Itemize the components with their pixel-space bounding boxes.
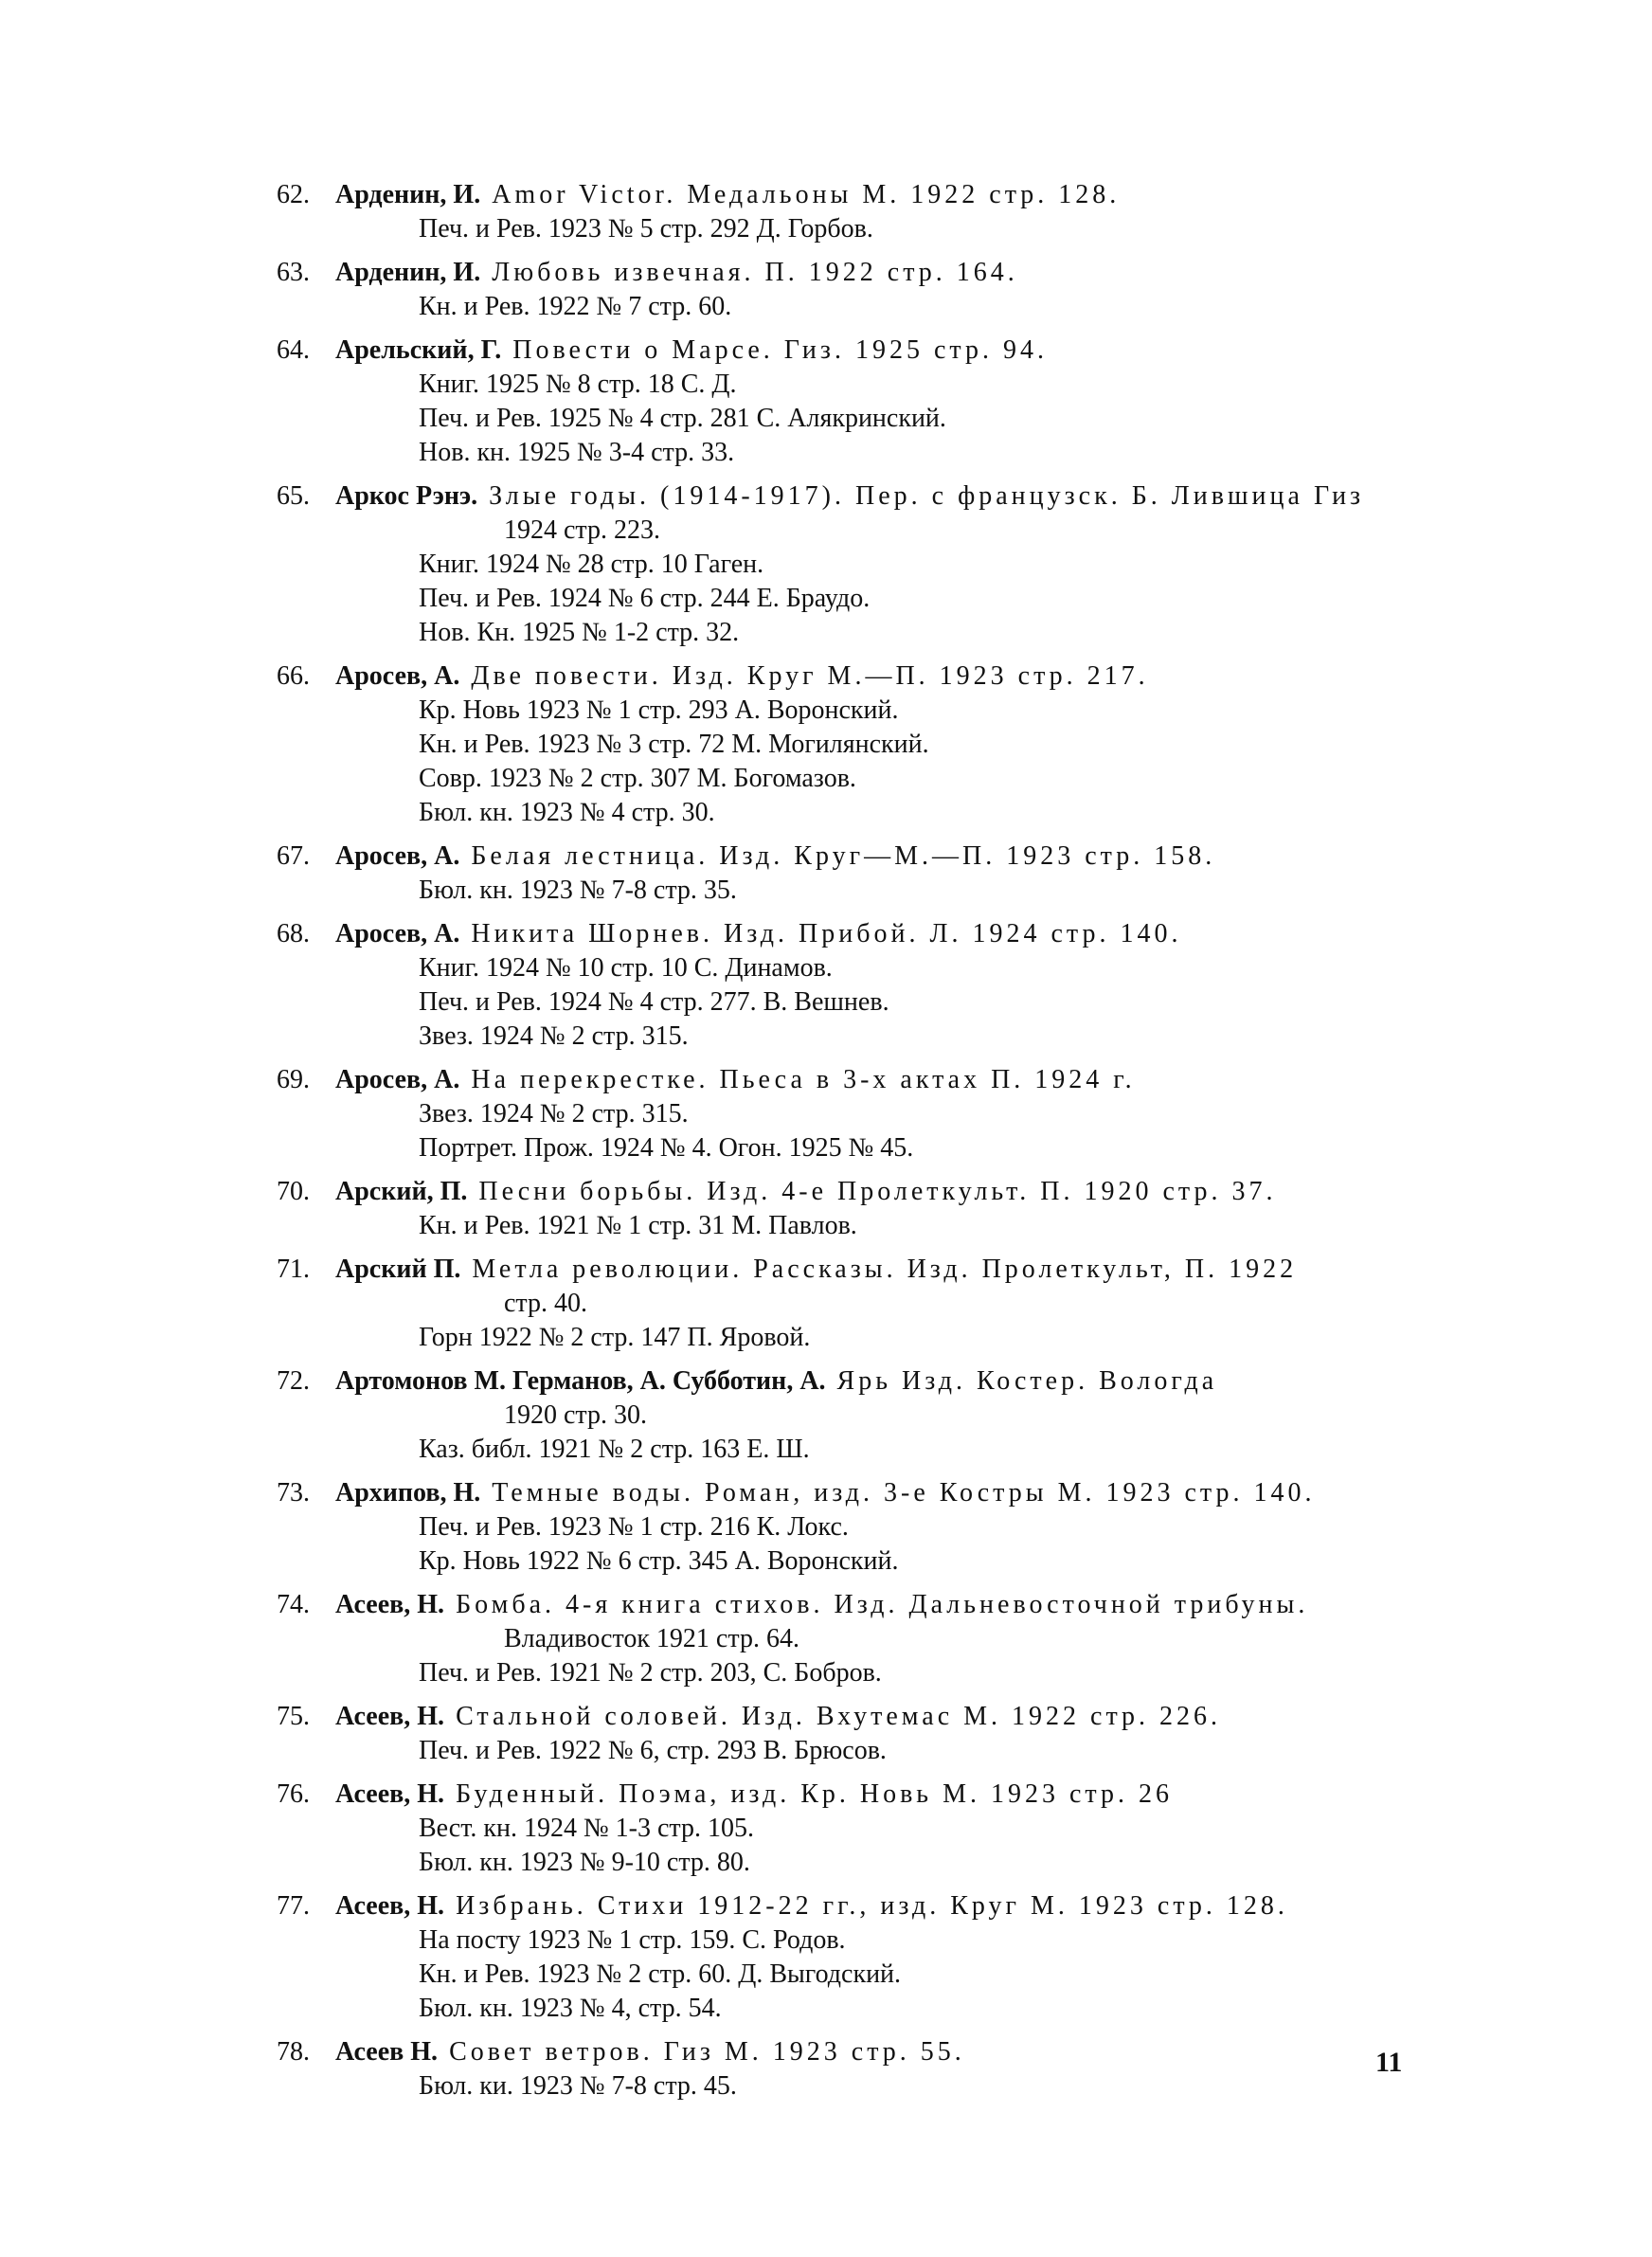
entry-heading: [277, 1253, 1461, 1287]
entry-heading: [277, 1175, 1461, 1209]
entry-number: 78.: [277, 2037, 310, 2067]
entry-author: Асеев Н.: [335, 2037, 439, 2067]
entry-heading: [277, 1588, 1461, 1622]
review-reference: Горн 1922 № 2 стр. 147 П. Яровой.: [419, 1323, 811, 1352]
bibliography-entry: [277, 1778, 1461, 1880]
entry-heading: [277, 917, 1461, 951]
entry-number: 65.: [277, 481, 310, 511]
review-reference: Печ. и Рев. 1924 № 4 стр. 277. В. Вешнев.: [419, 987, 889, 1017]
entry-title: Избрань. Стихи 1912-22 гг., изд. Круг М. 1923 стр. 128.: [456, 1891, 1288, 1921]
entry-title: Ярь Изд. Костер. Вологда: [836, 1366, 1218, 1396]
review-reference: Бюл. кн. 1923 № 7-8 стр. 35.: [419, 876, 737, 905]
entry-heading: [277, 1063, 1461, 1097]
bibliography-entry: [277, 1476, 1461, 1579]
entry-title-continuation: 1924 стр. 223.: [504, 515, 661, 545]
review-reference: Нов. кн. 1925 № 3-4 стр. 33.: [419, 438, 735, 467]
entry-title: Amor Victor. Медальоны М. 1922 стр. 128.: [492, 180, 1121, 209]
entry-title: На перекрестке. Пьеса в 3-х актах П. 1924 г.: [471, 1065, 1136, 1094]
bibliography-entry: [277, 917, 1461, 1054]
entry-heading: [277, 178, 1461, 212]
bibliography-list: [277, 178, 1461, 2113]
entry-heading: [277, 334, 1461, 368]
entry-author: Арский П.: [335, 1255, 461, 1284]
review-reference: Бюл. кн. 1923 № 4 стр. 30.: [419, 798, 715, 827]
review-reference: Кн. и Рев. 1921 № 1 стр. 31 М. Павлов.: [419, 1211, 857, 1240]
bibliography-entry: [277, 334, 1461, 470]
bibliography-entry: [277, 1700, 1461, 1768]
entry-heading: [277, 1476, 1461, 1510]
review-reference: Печ. и Рев. 1923 № 5 стр. 292 Д. Горбов.: [419, 214, 873, 244]
review-reference: Звез. 1924 № 2 стр. 315.: [419, 1099, 689, 1128]
entry-number: 64.: [277, 335, 310, 365]
entry-number: 68.: [277, 919, 310, 948]
bibliography-entry: [277, 1175, 1461, 1243]
entry-heading: [277, 1364, 1461, 1399]
bibliography-entry: [277, 178, 1461, 246]
entry-author: Аросев, А.: [335, 841, 460, 871]
entry-heading: [277, 479, 1461, 514]
review-reference: Совр. 1923 № 2 стр. 307 М. Богомазов.: [419, 764, 856, 793]
review-reference: Печ. и Рев. 1922 № 6, стр. 293 В. Брюсов.: [419, 1736, 887, 1765]
entry-title-continuation: Владивосток 1921 стр. 64.: [504, 1624, 799, 1653]
entry-author: Асеев, Н.: [335, 1891, 445, 1921]
entry-number: 72.: [277, 1366, 310, 1396]
review-reference: Книг. 1924 № 10 стр. 10 С. Динамов.: [419, 953, 833, 983]
entry-title: Повести о Марсе. Гиз. 1925 стр. 94.: [512, 335, 1048, 365]
review-reference: Звез. 1924 № 2 стр. 315.: [419, 1021, 689, 1051]
entry-title: Темные воды. Роман, изд. 3-е Костры М. 1923 стр. 140.: [492, 1478, 1316, 1508]
entry-heading: [277, 659, 1461, 694]
entry-title-continuation: стр. 40.: [504, 1289, 588, 1318]
bibliography-entry: [277, 1063, 1461, 1165]
entry-heading: [277, 840, 1461, 874]
entry-number: 75.: [277, 1702, 310, 1731]
entry-number: 67.: [277, 841, 310, 871]
entry-title: Белая лестница. Изд. Круг—М.—П. 1923 стр. 158.: [471, 841, 1216, 871]
entry-number: 70.: [277, 1177, 310, 1206]
review-reference: На посту 1923 № 1 стр. 159. С. Родов.: [419, 1925, 846, 1955]
review-reference: Печ. и Рев. 1921 № 2 стр. 203, С. Бобров.: [419, 1658, 882, 1688]
entry-number: 63.: [277, 258, 310, 287]
entry-title: Злые годы. (1914-1917). Пер. с французск. Б. Лившица Гиз: [489, 481, 1365, 511]
entry-title: Совет ветров. Гиз М. 1923 стр. 55.: [449, 2037, 965, 2067]
entry-title: Любовь извечная. П. 1922 стр. 164.: [492, 258, 1018, 287]
bibliography-entry: [277, 2035, 1461, 2104]
entry-author: Аросев, А.: [335, 1065, 460, 1094]
entry-title: Две повести. Изд. Круг М.—П. 1923 стр. 217.: [471, 661, 1149, 691]
bibliography-entry: [277, 1253, 1461, 1355]
review-reference: Кн. и Рев. 1923 № 3 стр. 72 М. Могилянский.: [419, 730, 929, 759]
review-reference: Бюл. кн. 1923 № 9-10 стр. 80.: [419, 1848, 750, 1877]
entry-heading: [277, 1889, 1461, 1923]
entry-number: 66.: [277, 661, 310, 691]
entry-number: 71.: [277, 1255, 310, 1284]
review-reference: Кр. Новь 1922 № 6 стр. 345 А. Воронский.: [419, 1546, 899, 1576]
review-reference: Печ. и Рев. 1924 № 6 стр. 244 Е. Браудо.: [419, 584, 871, 613]
entry-author: Асеев, Н.: [335, 1779, 445, 1809]
entry-title: Стальной соловей. Изд. Вхутемас М. 1922 стр. 226.: [456, 1702, 1222, 1731]
bibliography-entry: [277, 479, 1461, 650]
entry-heading: [277, 1778, 1461, 1812]
page-number: 11: [1375, 2047, 1403, 2078]
review-reference: Печ. и Рев. 1923 № 1 стр. 216 К. Локс.: [419, 1512, 849, 1542]
entry-number: 77.: [277, 1891, 310, 1921]
review-reference: Вест. кн. 1924 № 1-3 стр. 105.: [419, 1814, 754, 1843]
review-reference: Нов. Кн. 1925 № 1-2 стр. 32.: [419, 618, 740, 647]
entry-author: Аросев, А.: [335, 919, 460, 948]
review-reference: Каз. библ. 1921 № 2 стр. 163 Е. Ш.: [419, 1435, 810, 1464]
entry-title: Буденный. Поэма, изд. Кр. Новь М. 1923 стр. 26: [456, 1779, 1173, 1809]
entry-title: Бомба. 4-я книга стихов. Изд. Дальневосточной трибуны.: [456, 1590, 1309, 1619]
bibliography-entry: [277, 840, 1461, 908]
entry-title: Метла революции. Рассказы. Изд. Пролеткульт, П. 1922: [472, 1255, 1298, 1284]
bibliography-entry: [277, 1588, 1461, 1690]
entry-author: Архипов, Н.: [335, 1478, 481, 1508]
review-reference: Портрет. Прож. 1924 № 4. Огон. 1925 № 45.: [419, 1133, 914, 1163]
entry-number: 69.: [277, 1065, 310, 1094]
bibliography-entry: [277, 1364, 1461, 1467]
entry-author: Артомонов М. Германов, А. Субботин, А.: [335, 1366, 826, 1396]
review-reference: Кр. Новь 1923 № 1 стр. 293 А. Воронский.: [419, 695, 899, 725]
entry-author: Арельский, Г.: [335, 335, 502, 365]
entry-heading: [277, 256, 1461, 290]
review-reference: Книг. 1924 № 28 стр. 10 Гаген.: [419, 550, 764, 579]
review-reference: Печ. и Рев. 1925 № 4 стр. 281 С. Алякринский.: [419, 404, 946, 433]
bibliography-entry: [277, 256, 1461, 324]
bibliography-entry: [277, 1889, 1461, 2026]
review-reference: Бюл. кн. 1923 № 4, стр. 54.: [419, 1994, 722, 2023]
bibliography-entry: [277, 659, 1461, 830]
review-reference: Кн. и Рев. 1922 № 7 стр. 60.: [419, 292, 732, 321]
entry-title: Никита Шорнев. Изд. Прибой. Л. 1924 стр. 140.: [471, 919, 1182, 948]
entry-heading: [277, 1700, 1461, 1734]
review-reference: Бюл. ки. 1923 № 7-8 стр. 45.: [419, 2071, 737, 2101]
entry-author: Аркос Рэнэ.: [335, 481, 478, 511]
entry-author: Арденин, И.: [335, 180, 481, 209]
entry-title: Песни борьбы. Изд. 4-е Пролеткульт. П. 1920 стр. 37.: [478, 1177, 1277, 1206]
entry-author: Асеев, Н.: [335, 1702, 445, 1731]
entry-title-continuation: 1920 стр. 30.: [504, 1400, 648, 1430]
review-reference: Книг. 1925 № 8 стр. 18 С. Д.: [419, 370, 737, 399]
entry-author: Аросев, А.: [335, 661, 460, 691]
entry-number: 73.: [277, 1478, 310, 1508]
entry-author: Асеев, Н.: [335, 1590, 445, 1619]
entry-author: Арский, П.: [335, 1177, 468, 1206]
review-reference: Кн. и Рев. 1923 № 2 стр. 60. Д. Выгодский.: [419, 1959, 902, 1989]
entry-author: Арденин, И.: [335, 258, 481, 287]
entry-number: 62.: [277, 180, 310, 209]
entry-number: 74.: [277, 1590, 310, 1619]
entry-number: 76.: [277, 1779, 310, 1809]
entry-heading: [277, 2035, 1461, 2069]
